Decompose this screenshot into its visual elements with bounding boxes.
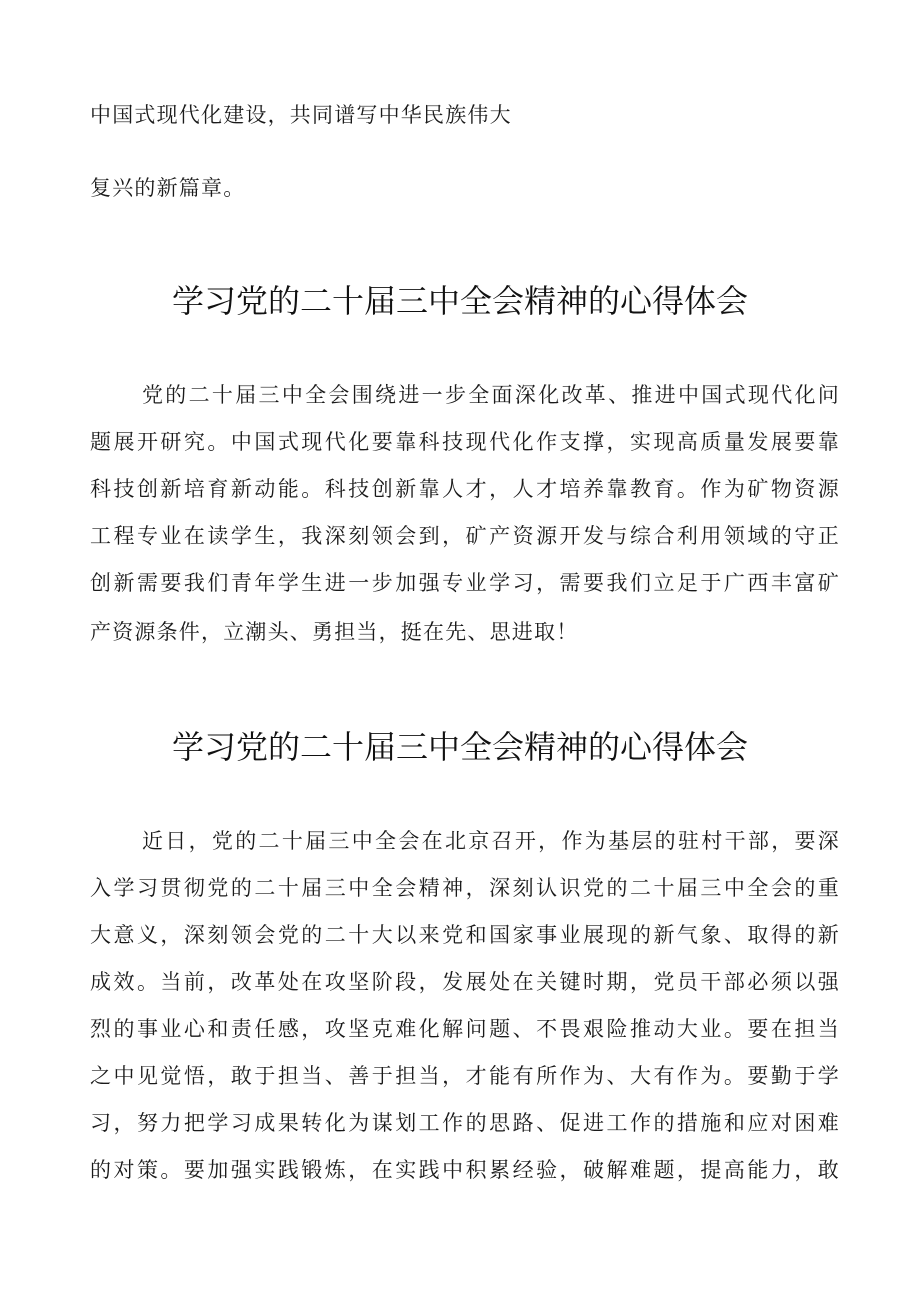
section-2-line-1: 近日，党的二十届三中全会在北京召开，作为基层的驻村干部，要深: [142, 829, 840, 853]
section-2-line-5: 烈的事业心和责任感，攻坚克难化解问题、不畏艰险推动大业。要在担当: [90, 1017, 840, 1041]
section-1-line-1: 党的二十届三中全会围绕进一步全面深化改革、推进中国式现代化问: [142, 383, 840, 407]
section-1-line-3: 科技创新培育新动能。科技创新靠人才，人才培养靠教育。作为矿物资源: [90, 477, 840, 501]
section-1-line-6: 产资源条件，立潮头、勇担当，挺在先、思进取！: [90, 620, 579, 644]
section-1-line-5: 创新需要我们青年学生进一步加强专业学习，需要我们立足于广西丰富矿: [90, 571, 840, 595]
section-2-title: 学习党的二十届三中全会精神的心得体会: [171, 728, 748, 766]
section-1-title: 学习党的二十届三中全会精神的心得体会: [171, 282, 748, 320]
section-1-line-2: 题展开研究。中国式现代化要靠科技现代化作支撑，实现高质量发展要靠: [90, 430, 840, 454]
section-2-line-3: 大意义，深刻领会党的二十大以来党和国家事业展现的新气象、取得的新: [90, 923, 840, 947]
continuation-line-2: 复兴的新篇章。: [90, 176, 246, 200]
section-2-line-7: 习，努力把学习成果转化为谋划工作的思路、促进工作的措施和应对困难: [90, 1111, 840, 1135]
section-2-line-2: 入学习贯彻党的二十届三中全会精神，深刻认识党的二十届三中全会的重: [90, 876, 840, 900]
section-2-line-8: 的对策。要加强实践锻炼，在实践中积累经验，破解难题，提高能力，敢: [90, 1158, 840, 1182]
section-2-line-6: 之中见觉悟，敢于担当、善于担当，才能有所作为、大有作为。要勤于学: [90, 1064, 840, 1088]
section-1-line-4: 工程专业在读学生，我深刻领会到，矿产资源开发与综合利用领域的守正: [90, 524, 840, 548]
section-2-line-4: 成效。当前，改革处在攻坚阶段，发展处在关键时期，党员干部必须以强: [90, 970, 840, 994]
continuation-line-1: 中国式现代化建设，共同谱写中华民族伟大: [90, 103, 512, 127]
